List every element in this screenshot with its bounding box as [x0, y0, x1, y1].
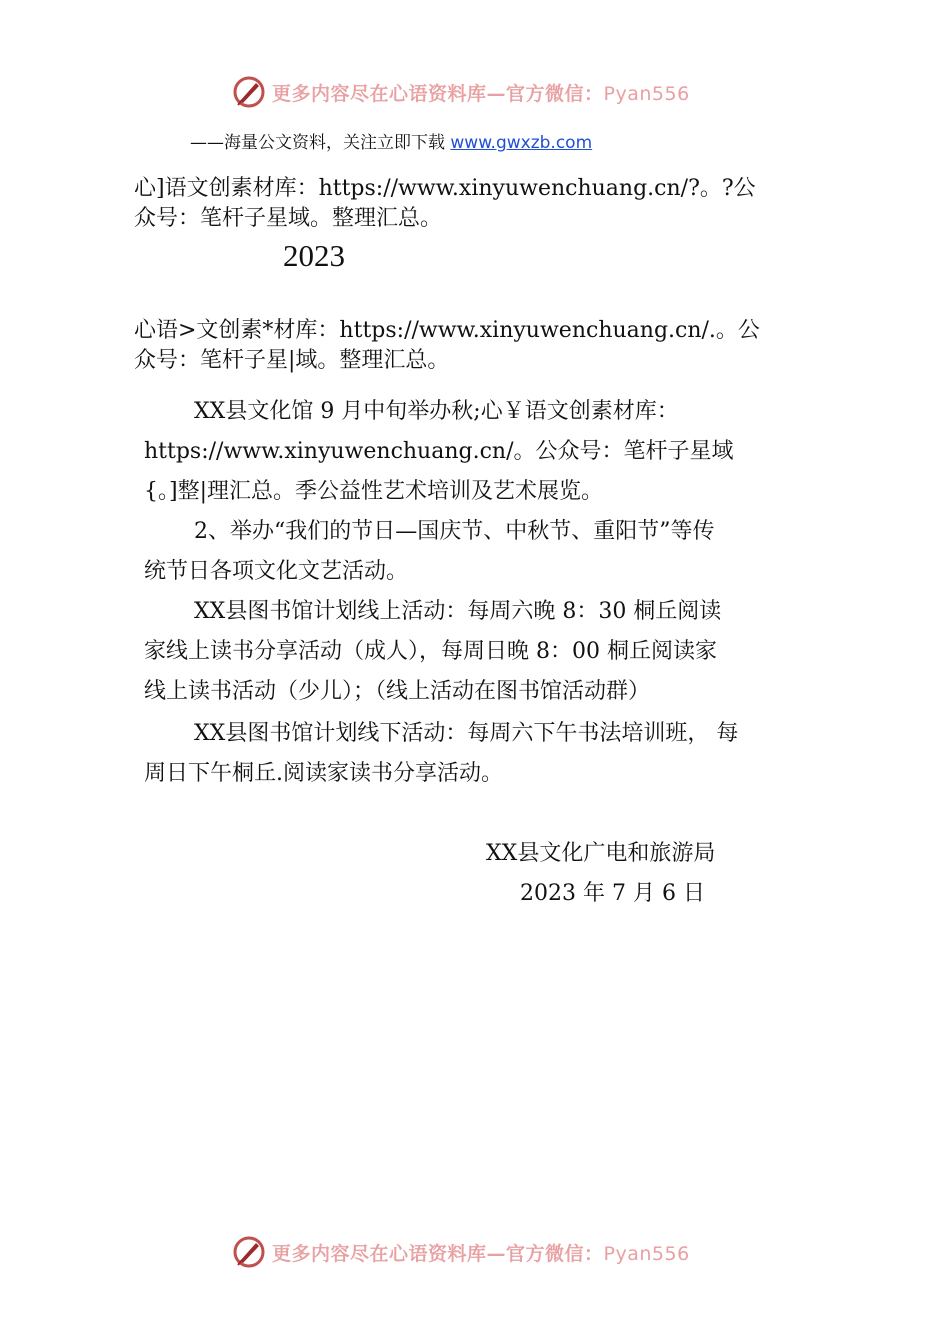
paragraph-4-line-1: XX县图书馆计划线下活动：每周六下午书法培训班， 每	[194, 721, 739, 746]
gwxzb-link[interactable]: www.gwxzb.com	[450, 133, 593, 153]
paragraph-3-line-2: 家线上读书分享活动（成人），每周日晚 8：00 桐丘阅读家	[144, 639, 717, 664]
paragraph-1-line-2: https://www.xinyuwenchuang.cn/。公众号：笔杆子星域	[144, 439, 734, 464]
signature-org: XX县文化广电和旅游局	[486, 841, 716, 866]
footer-banner-label: 更多内容尽在心语资料库—官方微信：	[272, 1242, 604, 1265]
watermark-line-2: 众号：笔杆子星域。整理汇总。	[134, 206, 443, 231]
signature-date: 2023 年 7 月 6 日	[520, 881, 705, 906]
quill-logo-icon	[232, 75, 266, 109]
paragraph-3-line-1: XX县图书馆计划线上活动：每周六晚 8：30 桐丘阅读	[194, 599, 722, 624]
banner-text	[272, 79, 690, 106]
banner-wechat-id: Pyan556	[603, 82, 690, 105]
year-heading: 2023	[283, 238, 345, 273]
footer-banner-text	[272, 1239, 690, 1266]
paragraph-4-line-2: 周日下午桐丘.阅读家读书分享活动。	[144, 761, 503, 786]
banner-label: 更多内容尽在心语资料库—官方微信：	[272, 82, 604, 105]
watermark2-line-1: 心语>文创素*材库：https://www.xinyuwenchuang.cn/.。公	[134, 318, 760, 343]
paragraph-1-line-1: XX县文化馆 9 月中旬举办秋;心￥语文创素材库：	[194, 399, 679, 424]
paragraph-2-line-1: 2、举办“我们的节日—国庆节、中秋节、重阳节”等传	[194, 519, 715, 544]
subline-text: ——海量公文资料，关注立即下载	[190, 133, 451, 153]
header-banner	[232, 72, 752, 112]
paragraph-1-line-3: {。]整|理汇总。季公益性艺术培训及艺术展览。	[144, 479, 603, 504]
watermark2-line-2: 众号：笔杆子星|域。整理汇总。	[134, 348, 450, 373]
paragraph-2-line-2: 统节日各项文化文艺活动。	[144, 559, 409, 584]
download-subline	[190, 128, 592, 153]
watermark-line-1: 心]语文创素材库：https://www.xinyuwenchuang.cn/?。?公	[134, 176, 756, 201]
footer-banner	[232, 1232, 752, 1272]
footer-banner-wechat-id: Pyan556	[603, 1242, 690, 1265]
paragraph-3-line-3: 线上读书活动（少儿）；（线上活动在图书馆活动群）	[144, 679, 651, 704]
quill-logo-icon	[232, 1235, 266, 1269]
